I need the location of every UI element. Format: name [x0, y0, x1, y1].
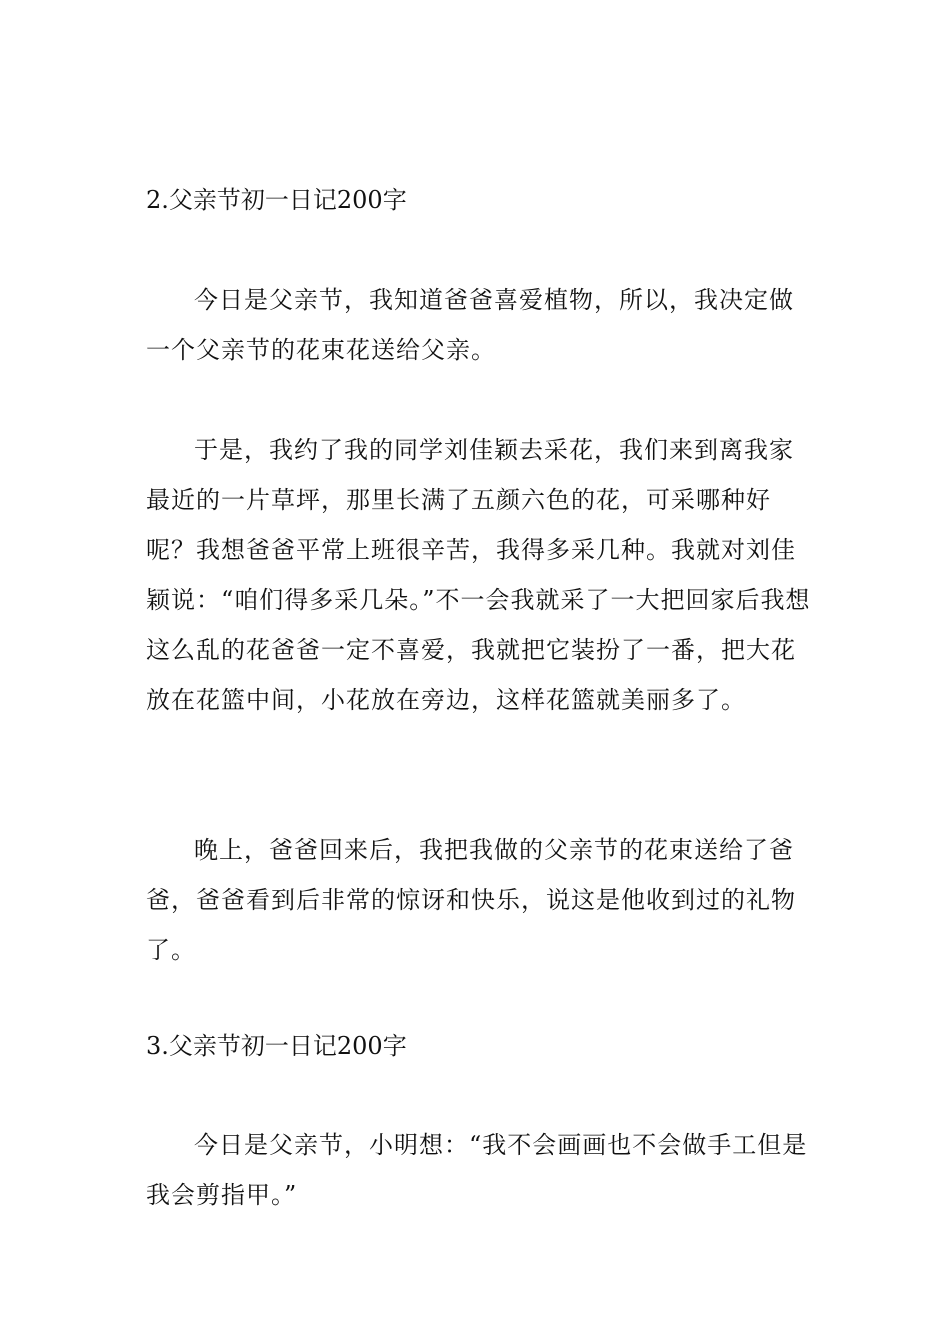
paragraph: 今日是父亲节，小明想：“我不会画画也不会做手工但是我会剪指甲。”: [146, 1131, 808, 1209]
section-heading: 2.父亲节初一日记200字: [146, 186, 407, 214]
paragraph: 于是，我约了我的同学刘佳颖去采花，我们来到离我家最近的一片草坪，那里长满了五颜六色的花，可采哪种好呢？我想爸爸平常上班很辛苦，我得多采几种。我就对刘佳颖说：“咱们得多采几朵。”不一会我就采了一大把回家后我想这么乱的花爸爸一定不喜爱，我就把它装扮了一番，把大花放在花篮中间，小花放在旁边，这样花篮就美丽多了。: [146, 436, 811, 714]
paragraph: 今日是父亲节，我知道爸爸喜爱植物，所以，我决定做一个父亲节的花束花送给父亲。: [146, 286, 794, 364]
section-heading: 3.父亲节初一日记200字: [146, 1032, 407, 1060]
paragraph: 晚上，爸爸回来后，我把我做的父亲节的花束送给了爸爸，爸爸看到后非常的惊讶和快乐，说这是他收到过的礼物了。: [146, 836, 796, 964]
